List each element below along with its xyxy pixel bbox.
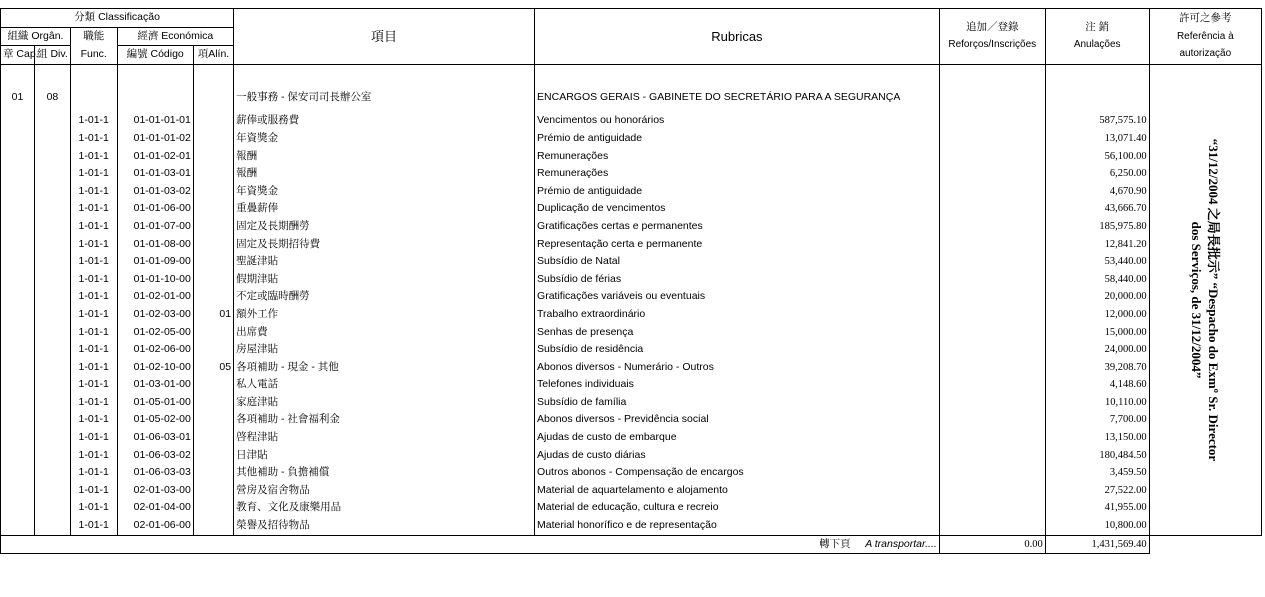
row-alin <box>193 429 233 447</box>
table-row <box>1 200 1262 218</box>
row-func: 1-01-1 <box>70 288 117 306</box>
transport-label <box>1 535 940 554</box>
table-row <box>1 411 1262 429</box>
row-func: 1-01-1 <box>70 112 117 130</box>
row-alin <box>193 482 233 500</box>
row-reforco <box>939 429 1045 447</box>
row-codigo: 01-06-03-02 <box>117 447 193 465</box>
row-rubrica: Abonos diversos - Previdência social <box>535 411 940 429</box>
referencia-header-pt2: autorização <box>1179 48 1232 60</box>
table-row <box>1 464 1262 482</box>
row-func: 1-01-1 <box>70 359 117 377</box>
row-rubrica: Material de educação, cultura e recreio <box>535 499 940 517</box>
row-func: 1-01-1 <box>70 447 117 465</box>
row-anulacao: 24,000.00 <box>1045 341 1149 359</box>
row-reforco <box>939 306 1045 324</box>
reforcos-header <box>939 9 1045 65</box>
row-xiangmu: 各項補助 - 社會福利金 <box>234 411 535 429</box>
row-anulacao: 587,575.10 <box>1045 112 1149 130</box>
row-reforco <box>939 288 1045 306</box>
table-row <box>1 148 1262 166</box>
row-codigo: 01-01-06-00 <box>117 200 193 218</box>
row-reforco <box>939 324 1045 342</box>
row-codigo: 01-02-05-00 <box>117 324 193 342</box>
row-reforco <box>939 271 1045 289</box>
row-reforco <box>939 183 1045 201</box>
table-row <box>1 288 1262 306</box>
referencia-header-zh: 許可之參考 <box>1179 12 1232 24</box>
func-header-zh: 職能 <box>83 30 105 43</box>
row-anulacao: 13,071.40 <box>1045 130 1149 148</box>
row-anulacao: 13,150.00 <box>1045 429 1149 447</box>
row-alin <box>193 341 233 359</box>
classificacao-header: 分類 Classificação <box>1 9 234 28</box>
row-alin: 01 <box>193 306 233 324</box>
row-anulacao: 12,000.00 <box>1045 306 1149 324</box>
row-anulacao: 7,700.00 <box>1045 411 1149 429</box>
table-row <box>1 429 1262 447</box>
row-alin <box>193 517 233 535</box>
section-rubrica: ENCARGOS GERAIS - GABINETE DO SECRETÁRIO PARA A SEGURANÇA <box>535 82 940 112</box>
table-row <box>1 271 1262 289</box>
table-row <box>1 482 1262 500</box>
referencia-text: “31/12/2004 之局長批示” “Despacho do Exmº Sr. Director dos Serviços, de 31/12/2004” <box>1189 138 1222 461</box>
table-row <box>1 394 1262 412</box>
row-reforco <box>939 499 1045 517</box>
table-row <box>1 130 1262 148</box>
row-codigo: 01-01-10-00 <box>117 271 193 289</box>
row-anulacao: 20,000.00 <box>1045 288 1149 306</box>
row-func: 1-01-1 <box>70 517 117 535</box>
row-xiangmu: 聖誕津貼 <box>234 253 535 271</box>
row-func: 1-01-1 <box>70 341 117 359</box>
row-codigo: 01-01-07-00 <box>117 218 193 236</box>
section-row <box>1 82 1262 112</box>
row-alin <box>193 288 233 306</box>
row-alin <box>193 183 233 201</box>
row-codigo: 01-01-08-00 <box>117 236 193 254</box>
row-xiangmu: 各項補助 - 現金 - 其他 <box>234 359 535 377</box>
alin-header: 項Alín. <box>193 46 233 65</box>
row-reforco <box>939 112 1045 130</box>
row-anulacao: 53,440.00 <box>1045 253 1149 271</box>
row-alin <box>193 165 233 183</box>
row-reforco <box>939 218 1045 236</box>
row-rubrica: Subsídio de família <box>535 394 940 412</box>
transport-reforco-total: 0.00 <box>939 535 1045 554</box>
row-xiangmu: 固定及長期招待費 <box>234 236 535 254</box>
row-reforco <box>939 236 1045 254</box>
row-func: 1-01-1 <box>70 499 117 517</box>
row-reforco <box>939 200 1045 218</box>
row-codigo: 01-01-03-02 <box>117 183 193 201</box>
row-func: 1-01-1 <box>70 411 117 429</box>
row-codigo: 02-01-06-00 <box>117 517 193 535</box>
row-func: 1-01-1 <box>70 253 117 271</box>
table-row <box>1 376 1262 394</box>
row-rubrica: Subsídio de férias <box>535 271 940 289</box>
budget-sheet <box>0 8 1262 586</box>
row-func: 1-01-1 <box>70 394 117 412</box>
row-xiangmu: 年資獎金 <box>234 183 535 201</box>
row-anulacao: 6,250.00 <box>1045 165 1149 183</box>
row-reforco <box>939 464 1045 482</box>
row-anulacao: 15,000.00 <box>1045 324 1149 342</box>
row-alin <box>193 271 233 289</box>
table-row <box>1 218 1262 236</box>
row-codigo: 02-01-03-00 <box>117 482 193 500</box>
row-xiangmu: 年資獎金 <box>234 130 535 148</box>
row-codigo: 01-01-01-02 <box>117 130 193 148</box>
row-alin <box>193 324 233 342</box>
row-reforco <box>939 359 1045 377</box>
row-alin: 05 <box>193 359 233 377</box>
row-xiangmu: 日津貼 <box>234 447 535 465</box>
row-codigo: 01-05-02-00 <box>117 411 193 429</box>
div-header: 組 Div. <box>34 46 70 65</box>
row-reforco <box>939 447 1045 465</box>
referencia-cell <box>1149 64 1261 535</box>
row-rubrica: Subsídio de Natal <box>535 253 940 271</box>
row-func: 1-01-1 <box>70 464 117 482</box>
cap-header: 章 Cap. <box>1 46 35 65</box>
row-codigo: 01-01-03-01 <box>117 165 193 183</box>
referencia-header-pt1: Referência à <box>1176 30 1234 42</box>
row-rubrica: Subsídio de residência <box>535 341 940 359</box>
row-alin <box>193 148 233 166</box>
row-func: 1-01-1 <box>70 148 117 166</box>
row-reforco <box>939 394 1045 412</box>
row-rubrica: Prémio de antiguidade <box>535 183 940 201</box>
row-xiangmu: 假期津貼 <box>234 271 535 289</box>
row-anulacao: 4,148.60 <box>1045 376 1149 394</box>
row-reforco <box>939 341 1045 359</box>
row-func: 1-01-1 <box>70 130 117 148</box>
row-alin <box>193 200 233 218</box>
row-rubrica: Telefones individuais <box>535 376 940 394</box>
row-alin <box>193 394 233 412</box>
row-reforco <box>939 148 1045 166</box>
row-func: 1-01-1 <box>70 376 117 394</box>
row-rubrica: Duplicação de vencimentos <box>535 200 940 218</box>
anulacoes-header-pt: Anulações <box>1073 39 1121 51</box>
organ-header: 組織 Orgân. <box>1 27 71 46</box>
table-row <box>1 112 1262 130</box>
row-codigo: 01-02-06-00 <box>117 341 193 359</box>
economica-header: 經濟 Económica <box>117 27 234 46</box>
row-xiangmu: 榮譽及招待物品 <box>234 517 535 535</box>
row-codigo: 01-03-01-00 <box>117 376 193 394</box>
row-rubrica: Trabalho extraordinário <box>535 306 940 324</box>
row-reforco <box>939 165 1045 183</box>
table-row <box>1 359 1262 377</box>
row-func: 1-01-1 <box>70 324 117 342</box>
row-anulacao: 56,100.00 <box>1045 148 1149 166</box>
row-alin <box>193 447 233 465</box>
anulacoes-header <box>1045 9 1149 65</box>
spacer-row <box>1 64 1262 82</box>
row-anulacao: 41,955.00 <box>1045 499 1149 517</box>
row-rubrica: Senhas de presença <box>535 324 940 342</box>
table-row <box>1 324 1262 342</box>
row-xiangmu: 教育、文化及康樂用品 <box>234 499 535 517</box>
section-cap: 01 <box>1 82 35 112</box>
anulacoes-header-zh: 注 銷 <box>1085 20 1110 33</box>
row-xiangmu: 報酬 <box>234 165 535 183</box>
row-codigo: 01-01-02-01 <box>117 148 193 166</box>
row-xiangmu: 報酬 <box>234 148 535 166</box>
table-row <box>1 306 1262 324</box>
row-rubrica: Outros abonos - Compensação de encargos <box>535 464 940 482</box>
row-alin <box>193 112 233 130</box>
transport-row <box>1 535 1262 554</box>
row-rubrica: Gratificações variáveis ou eventuais <box>535 288 940 306</box>
row-reforco <box>939 376 1045 394</box>
referencia-header <box>1149 9 1261 65</box>
codigo-header: 編號 Código <box>117 46 193 65</box>
row-rubrica: Ajudas de custo de embarque <box>535 429 940 447</box>
row-func: 1-01-1 <box>70 183 117 201</box>
row-reforco <box>939 253 1045 271</box>
row-rubrica: Vencimentos ou honorários <box>535 112 940 130</box>
xiangmu-header: 項目 <box>234 9 535 65</box>
row-rubrica: Ajudas de custo diárias <box>535 447 940 465</box>
row-codigo: 01-02-10-00 <box>117 359 193 377</box>
row-anulacao: 12,841.20 <box>1045 236 1149 254</box>
row-rubrica: Remunerações <box>535 148 940 166</box>
row-alin <box>193 130 233 148</box>
reforcos-header-pt: Reforços/Inscrições <box>948 39 1037 51</box>
row-anulacao: 58,440.00 <box>1045 271 1149 289</box>
row-rubrica: Prémio de antiguidade <box>535 130 940 148</box>
row-func: 1-01-1 <box>70 165 117 183</box>
row-codigo: 01-02-03-00 <box>117 306 193 324</box>
row-rubrica: Material honorífico e de representação <box>535 517 940 535</box>
row-alin <box>193 253 233 271</box>
reforcos-header-zh: 追加／登錄 <box>966 20 1019 33</box>
row-codigo: 01-02-01-00 <box>117 288 193 306</box>
row-reforco <box>939 482 1045 500</box>
row-alin <box>193 499 233 517</box>
row-codigo: 01-06-03-03 <box>117 464 193 482</box>
func-header-pt: Func. <box>80 47 107 60</box>
row-func: 1-01-1 <box>70 271 117 289</box>
row-alin <box>193 376 233 394</box>
row-func: 1-01-1 <box>70 236 117 254</box>
row-xiangmu: 營房及宿舍物品 <box>234 482 535 500</box>
row-rubrica: Material de aquartelamento e alojamento <box>535 482 940 500</box>
row-codigo: 01-01-09-00 <box>117 253 193 271</box>
row-alin <box>193 236 233 254</box>
row-anulacao: 4,670.90 <box>1045 183 1149 201</box>
row-rubrica: Gratificações certas e permanentes <box>535 218 940 236</box>
row-func: 1-01-1 <box>70 200 117 218</box>
row-xiangmu: 薪俸或服務費 <box>234 112 535 130</box>
row-anulacao: 3,459.50 <box>1045 464 1149 482</box>
rubricas-header: Rubricas <box>535 9 940 65</box>
row-xiangmu: 重疊薪俸 <box>234 200 535 218</box>
row-alin <box>193 411 233 429</box>
row-codigo: 01-05-01-00 <box>117 394 193 412</box>
row-anulacao: 10,800.00 <box>1045 517 1149 535</box>
section-xiangmu: 一般事務 - 保安司司長辦公室 <box>234 82 535 112</box>
row-xiangmu: 額外工作 <box>234 306 535 324</box>
row-anulacao: 39,208.70 <box>1045 359 1149 377</box>
row-rubrica: Representação certa e permanente <box>535 236 940 254</box>
table-row <box>1 165 1262 183</box>
row-rubrica: Abonos diversos - Numerário - Outros <box>535 359 940 377</box>
table-row <box>1 499 1262 517</box>
row-xiangmu: 不定或臨時酬勞 <box>234 288 535 306</box>
row-reforco <box>939 130 1045 148</box>
row-codigo: 01-01-01-01 <box>117 112 193 130</box>
row-xiangmu: 房屋津貼 <box>234 341 535 359</box>
row-func: 1-01-1 <box>70 482 117 500</box>
row-anulacao: 185,975.80 <box>1045 218 1149 236</box>
transport-anulacao-total: 1,431,569.40 <box>1045 535 1149 554</box>
table-row <box>1 236 1262 254</box>
row-rubrica: Remunerações <box>535 165 940 183</box>
table-row <box>1 253 1262 271</box>
row-codigo: 02-01-04-00 <box>117 499 193 517</box>
row-codigo: 01-06-03-01 <box>117 429 193 447</box>
row-xiangmu: 家庭津貼 <box>234 394 535 412</box>
row-anulacao: 43,666.70 <box>1045 200 1149 218</box>
row-anulacao: 10,110.00 <box>1045 394 1149 412</box>
row-xiangmu: 啓程津貼 <box>234 429 535 447</box>
row-func: 1-01-1 <box>70 218 117 236</box>
transport-label-zh: 轉下頁 <box>819 537 851 550</box>
budget-table <box>0 8 1262 554</box>
row-xiangmu: 其他補助 - 負擔補償 <box>234 464 535 482</box>
row-reforco <box>939 517 1045 535</box>
row-alin <box>193 218 233 236</box>
row-anulacao: 180,484.50 <box>1045 447 1149 465</box>
transport-label-pt: A transportar.... <box>865 537 937 550</box>
row-func: 1-01-1 <box>70 306 117 324</box>
row-xiangmu: 出席費 <box>234 324 535 342</box>
row-alin <box>193 464 233 482</box>
table-row <box>1 183 1262 201</box>
row-anulacao: 27,522.00 <box>1045 482 1149 500</box>
row-xiangmu: 固定及長期酬勞 <box>234 218 535 236</box>
row-xiangmu: 私人電話 <box>234 376 535 394</box>
row-reforco <box>939 411 1045 429</box>
table-row <box>1 517 1262 535</box>
table-row <box>1 447 1262 465</box>
func-header <box>70 27 117 64</box>
section-div: 08 <box>34 82 70 112</box>
row-func: 1-01-1 <box>70 429 117 447</box>
table-row <box>1 341 1262 359</box>
